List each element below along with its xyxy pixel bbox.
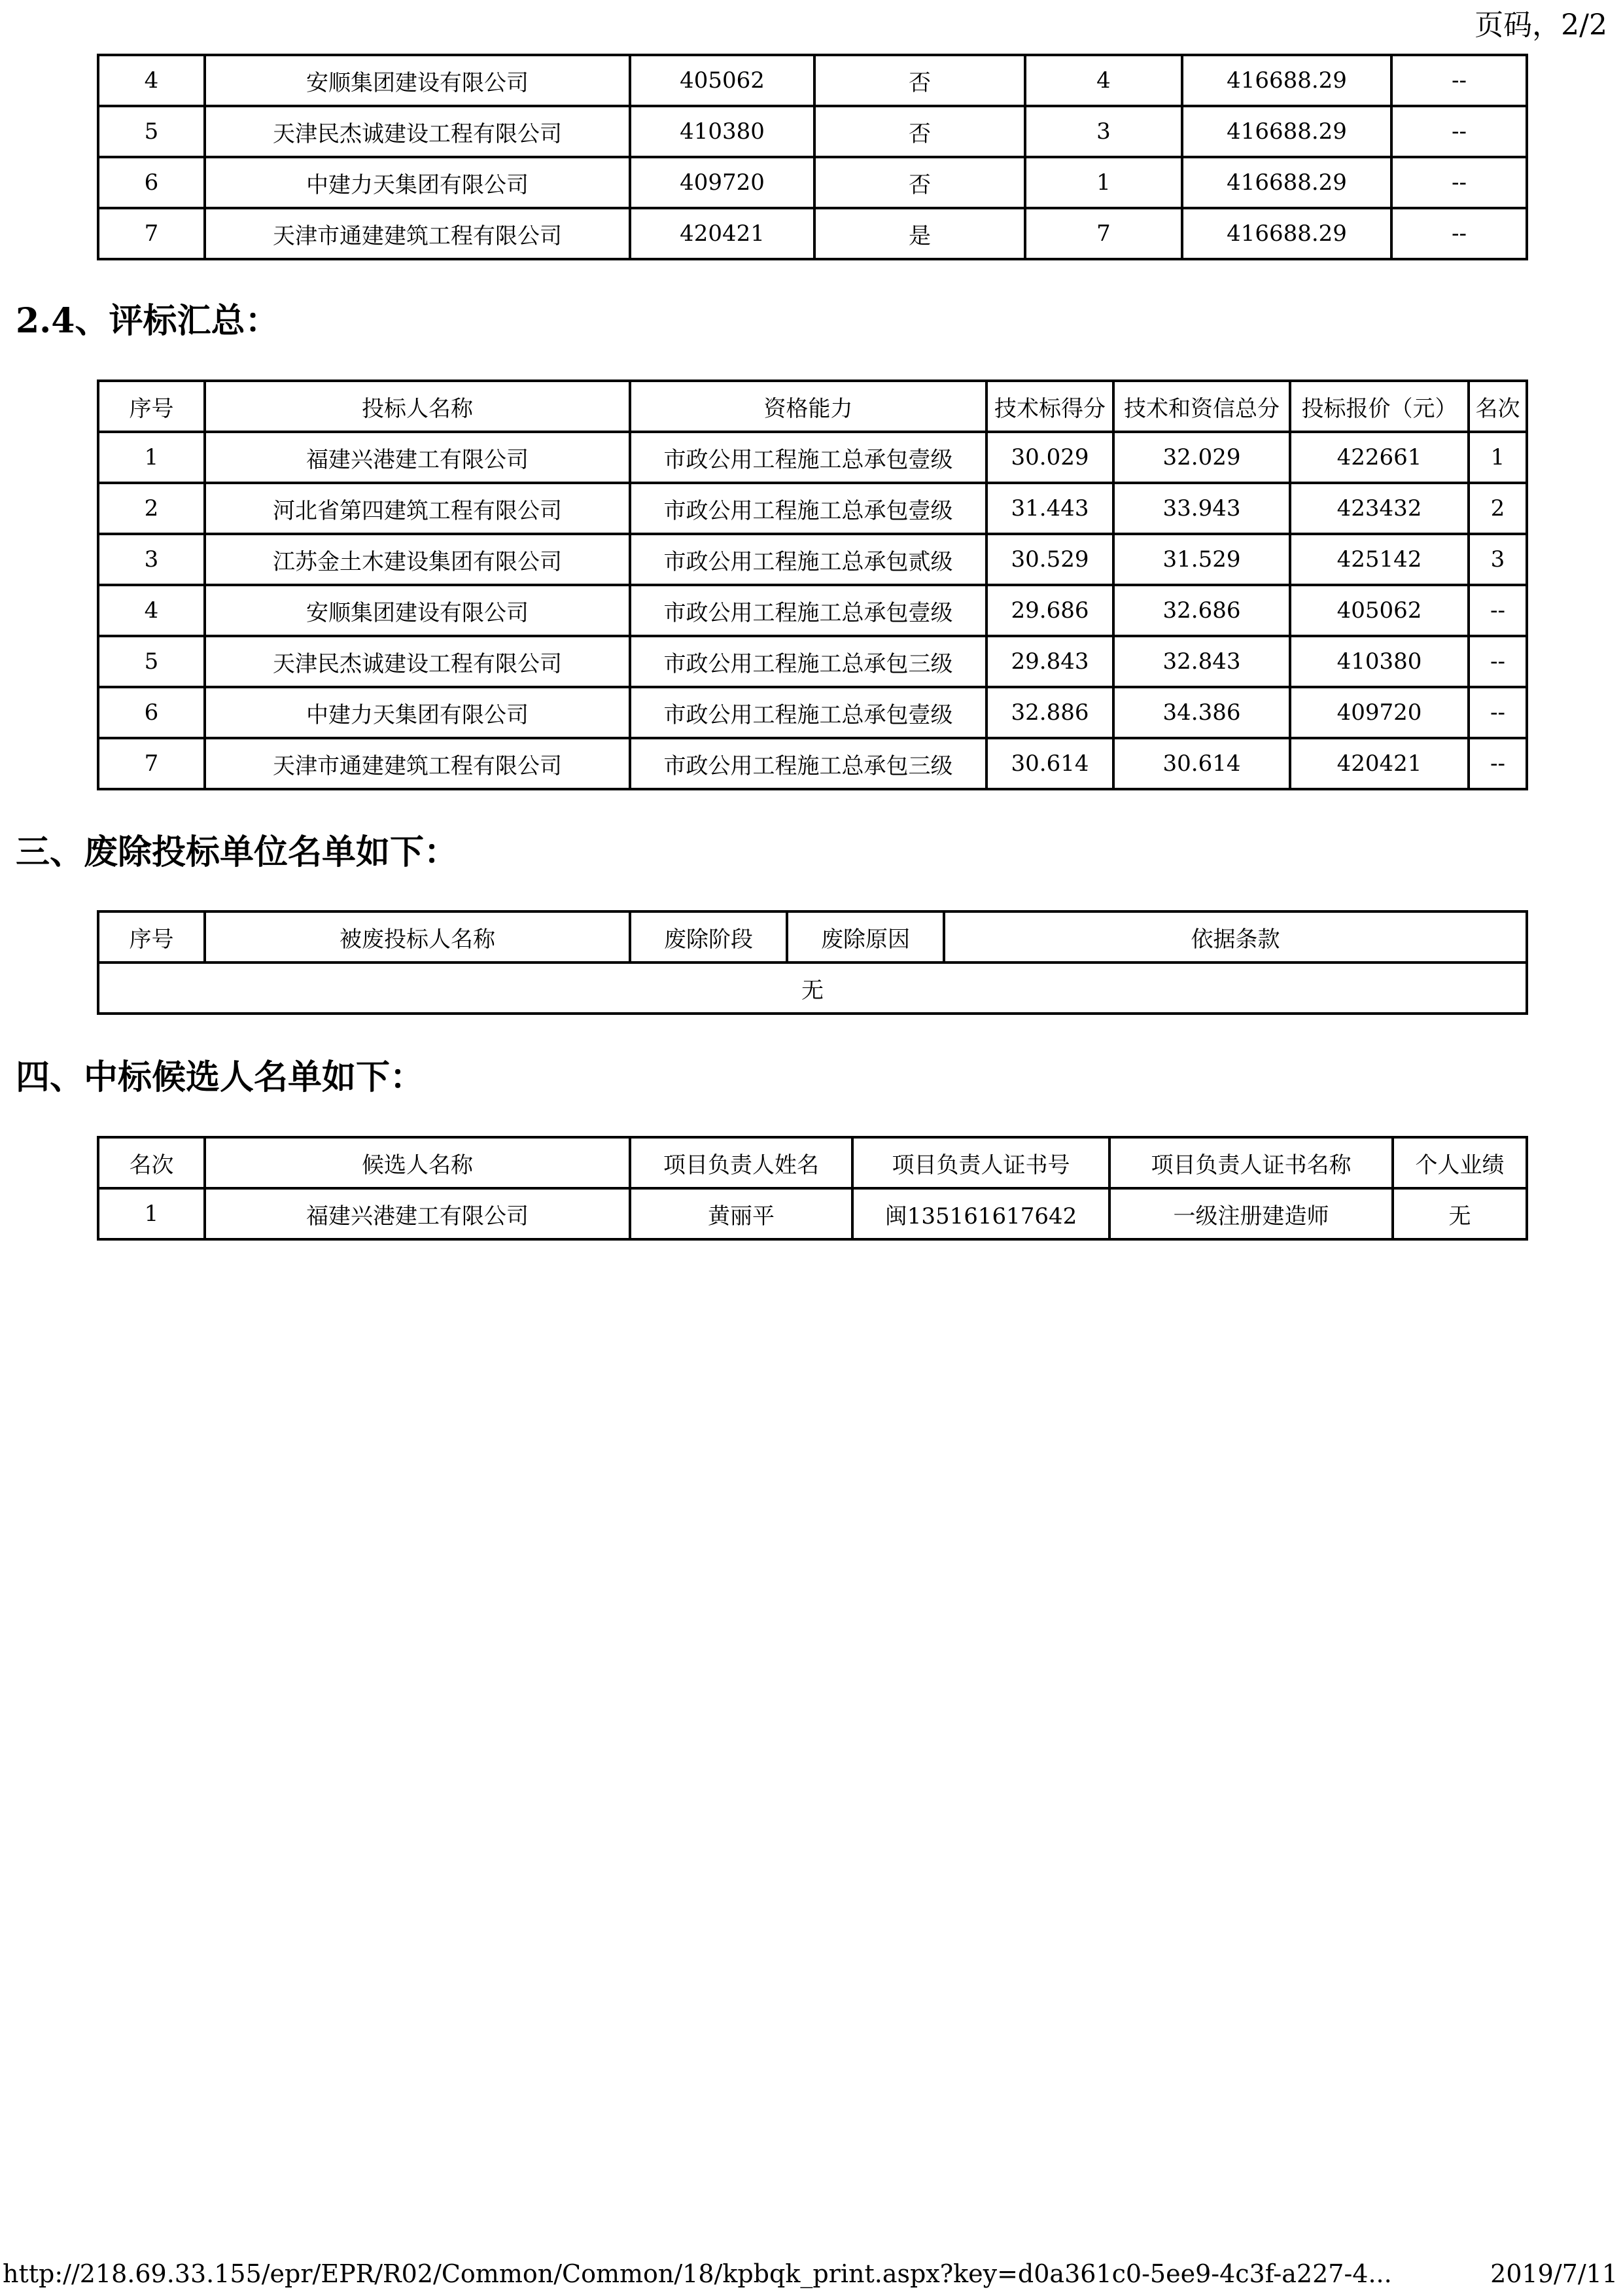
table-cell: 安顺集团建设有限公司	[205, 55, 630, 106]
section-heading-disqualified-bidders: 三、废除投标单位名单如下：	[16, 832, 459, 872]
table-cell: 市政公用工程施工总承包贰级	[630, 534, 986, 585]
table-cell: 市政公用工程施工总承包三级	[630, 738, 986, 789]
table-cell: 420421	[630, 208, 814, 259]
table-cell: 福建兴港建工有限公司	[205, 432, 630, 483]
table-cell: 河北省第四建筑工程有限公司	[205, 483, 630, 534]
table-cell: 1	[98, 432, 205, 483]
column-header: 项目负责人姓名	[630, 1137, 852, 1188]
table-cell: 30.029	[986, 432, 1113, 483]
column-header: 候选人名称	[205, 1137, 630, 1188]
table-cell: 市政公用工程施工总承包三级	[630, 636, 986, 687]
table-cell: 天津市通建建筑工程有限公司	[205, 738, 630, 789]
table-cell: 416688.29	[1182, 55, 1391, 106]
table-cell: 4	[1025, 55, 1182, 106]
table-cell: 1	[98, 1188, 205, 1239]
table-row	[98, 208, 1527, 259]
table-cell: 1	[1469, 432, 1527, 483]
table-cell: --	[1469, 687, 1527, 738]
table-cell: 中建力天集团有限公司	[205, 157, 630, 208]
table-cell: 2	[1469, 483, 1527, 534]
table-cell: 33.943	[1113, 483, 1290, 534]
table-cell: 天津市通建建筑工程有限公司	[205, 208, 630, 259]
table-row	[98, 585, 1527, 636]
column-header: 废除原因	[787, 911, 944, 963]
table-cell: 32.029	[1113, 432, 1290, 483]
table-row	[98, 483, 1527, 534]
table-cell: 3	[1025, 106, 1182, 157]
table-cell: 31.529	[1113, 534, 1290, 585]
table-cell: 422661	[1290, 432, 1469, 483]
table-cell: 29.686	[986, 585, 1113, 636]
section-heading-winning-candidates: 四、中标候选人名单如下：	[16, 1057, 425, 1097]
table-cell: 市政公用工程施工总承包壹级	[630, 687, 986, 738]
table-cell: 天津民杰诚建设工程有限公司	[205, 106, 630, 157]
table-cell: 否	[814, 55, 1025, 106]
table-cell: 否	[814, 106, 1025, 157]
table-cell: 30.529	[986, 534, 1113, 585]
column-header: 个人业绩	[1393, 1137, 1527, 1188]
table-cell: 1	[1025, 157, 1182, 208]
table-header-row	[98, 381, 1527, 432]
table-cell: 405062	[1290, 585, 1469, 636]
bid-continuation-table	[97, 54, 1528, 260]
table-cell: --	[1469, 738, 1527, 789]
table-row	[98, 687, 1527, 738]
table-row	[98, 636, 1527, 687]
footer-url: http://218.69.33.155/epr/EPR/R02/Common/Common/18/kpbqk_print.aspx?key=d0a361c0-5ee9-4c3f-a227-4...	[3, 2259, 1392, 2288]
table-cell: 天津民杰诚建设工程有限公司	[205, 636, 630, 687]
column-header: 序号	[98, 381, 205, 432]
table-row	[98, 106, 1527, 157]
table-cell: 423432	[1290, 483, 1469, 534]
table-cell: 市政公用工程施工总承包壹级	[630, 585, 986, 636]
table-cell: 405062	[630, 55, 814, 106]
table-row	[98, 1188, 1527, 1239]
table-row	[98, 55, 1527, 106]
column-header: 名次	[98, 1137, 205, 1188]
table-cell: 7	[98, 208, 205, 259]
table-cell: 7	[98, 738, 205, 789]
table-cell: 安顺集团建设有限公司	[205, 585, 630, 636]
table-row	[98, 963, 1527, 1014]
table-cell: 福建兴港建工有限公司	[205, 1188, 630, 1239]
column-header: 投标人名称	[205, 381, 630, 432]
table-cell: 29.843	[986, 636, 1113, 687]
table-header-row	[98, 911, 1527, 963]
table-cell: 江苏金土木建设集团有限公司	[205, 534, 630, 585]
table-cell: --	[1469, 585, 1527, 636]
column-header: 被废投标人名称	[205, 911, 630, 963]
table-cell: 416688.29	[1182, 208, 1391, 259]
table-cell: 闽135161617642	[852, 1188, 1109, 1239]
table-cell: 是	[814, 208, 1025, 259]
table-row	[98, 432, 1527, 483]
table-cell: 409720	[1290, 687, 1469, 738]
table-cell: 否	[814, 157, 1025, 208]
table-cell: 中建力天集团有限公司	[205, 687, 630, 738]
disqualified-bidders-table	[97, 910, 1528, 1015]
table-row	[98, 738, 1527, 789]
table-cell: 32.843	[1113, 636, 1290, 687]
column-header: 废除阶段	[630, 911, 787, 963]
evaluation-summary-table	[97, 380, 1528, 790]
column-header: 项目负责人证书名称	[1109, 1137, 1393, 1188]
section-heading-evaluation-summary: 2.4、评标汇总：	[16, 301, 279, 341]
table-cell: 3	[98, 534, 205, 585]
table-header-row	[98, 1137, 1527, 1188]
table-cell: 黄丽平	[630, 1188, 852, 1239]
table-cell: 5	[98, 106, 205, 157]
page-number: 页码，2/2	[1475, 9, 1607, 42]
column-header: 技术标得分	[986, 381, 1113, 432]
table-cell: 31.443	[986, 483, 1113, 534]
table-cell: --	[1391, 106, 1527, 157]
table-cell: 410380	[1290, 636, 1469, 687]
table-cell: 4	[98, 585, 205, 636]
column-header: 技术和资信总分	[1113, 381, 1290, 432]
table-cell: 市政公用工程施工总承包壹级	[630, 483, 986, 534]
table-cell: 30.614	[1113, 738, 1290, 789]
table-cell: 一级注册建造师	[1109, 1188, 1393, 1239]
column-header: 依据条款	[944, 911, 1527, 963]
table-cell: 无	[1393, 1188, 1527, 1239]
table-cell: 市政公用工程施工总承包壹级	[630, 432, 986, 483]
column-header: 资格能力	[630, 381, 986, 432]
column-header: 名次	[1469, 381, 1527, 432]
table-cell: 3	[1469, 534, 1527, 585]
table-cell: 4	[98, 55, 205, 106]
table-cell: 409720	[630, 157, 814, 208]
footer-date: 2019/7/11	[1490, 2259, 1618, 2288]
table-cell: 410380	[630, 106, 814, 157]
table-cell: 34.386	[1113, 687, 1290, 738]
table-cell: 7	[1025, 208, 1182, 259]
table-cell: 420421	[1290, 738, 1469, 789]
table-cell: 425142	[1290, 534, 1469, 585]
table-cell: --	[1391, 208, 1527, 259]
table-cell: 416688.29	[1182, 157, 1391, 208]
table-cell: 30.614	[986, 738, 1113, 789]
table-cell: --	[1391, 55, 1527, 106]
table-cell: 32.886	[986, 687, 1113, 738]
table-cell: 5	[98, 636, 205, 687]
table-cell: 416688.29	[1182, 106, 1391, 157]
empty-placeholder: 无	[98, 963, 1527, 1014]
table-cell: 2	[98, 483, 205, 534]
winning-candidates-table	[97, 1136, 1528, 1241]
table-row	[98, 157, 1527, 208]
table-cell: 32.686	[1113, 585, 1290, 636]
column-header: 序号	[98, 911, 205, 963]
table-cell: 6	[98, 687, 205, 738]
table-row	[98, 534, 1527, 585]
column-header: 投标报价（元）	[1290, 381, 1469, 432]
table-cell: 6	[98, 157, 205, 208]
column-header: 项目负责人证书号	[852, 1137, 1109, 1188]
table-cell: --	[1469, 636, 1527, 687]
table-cell: --	[1391, 157, 1527, 208]
